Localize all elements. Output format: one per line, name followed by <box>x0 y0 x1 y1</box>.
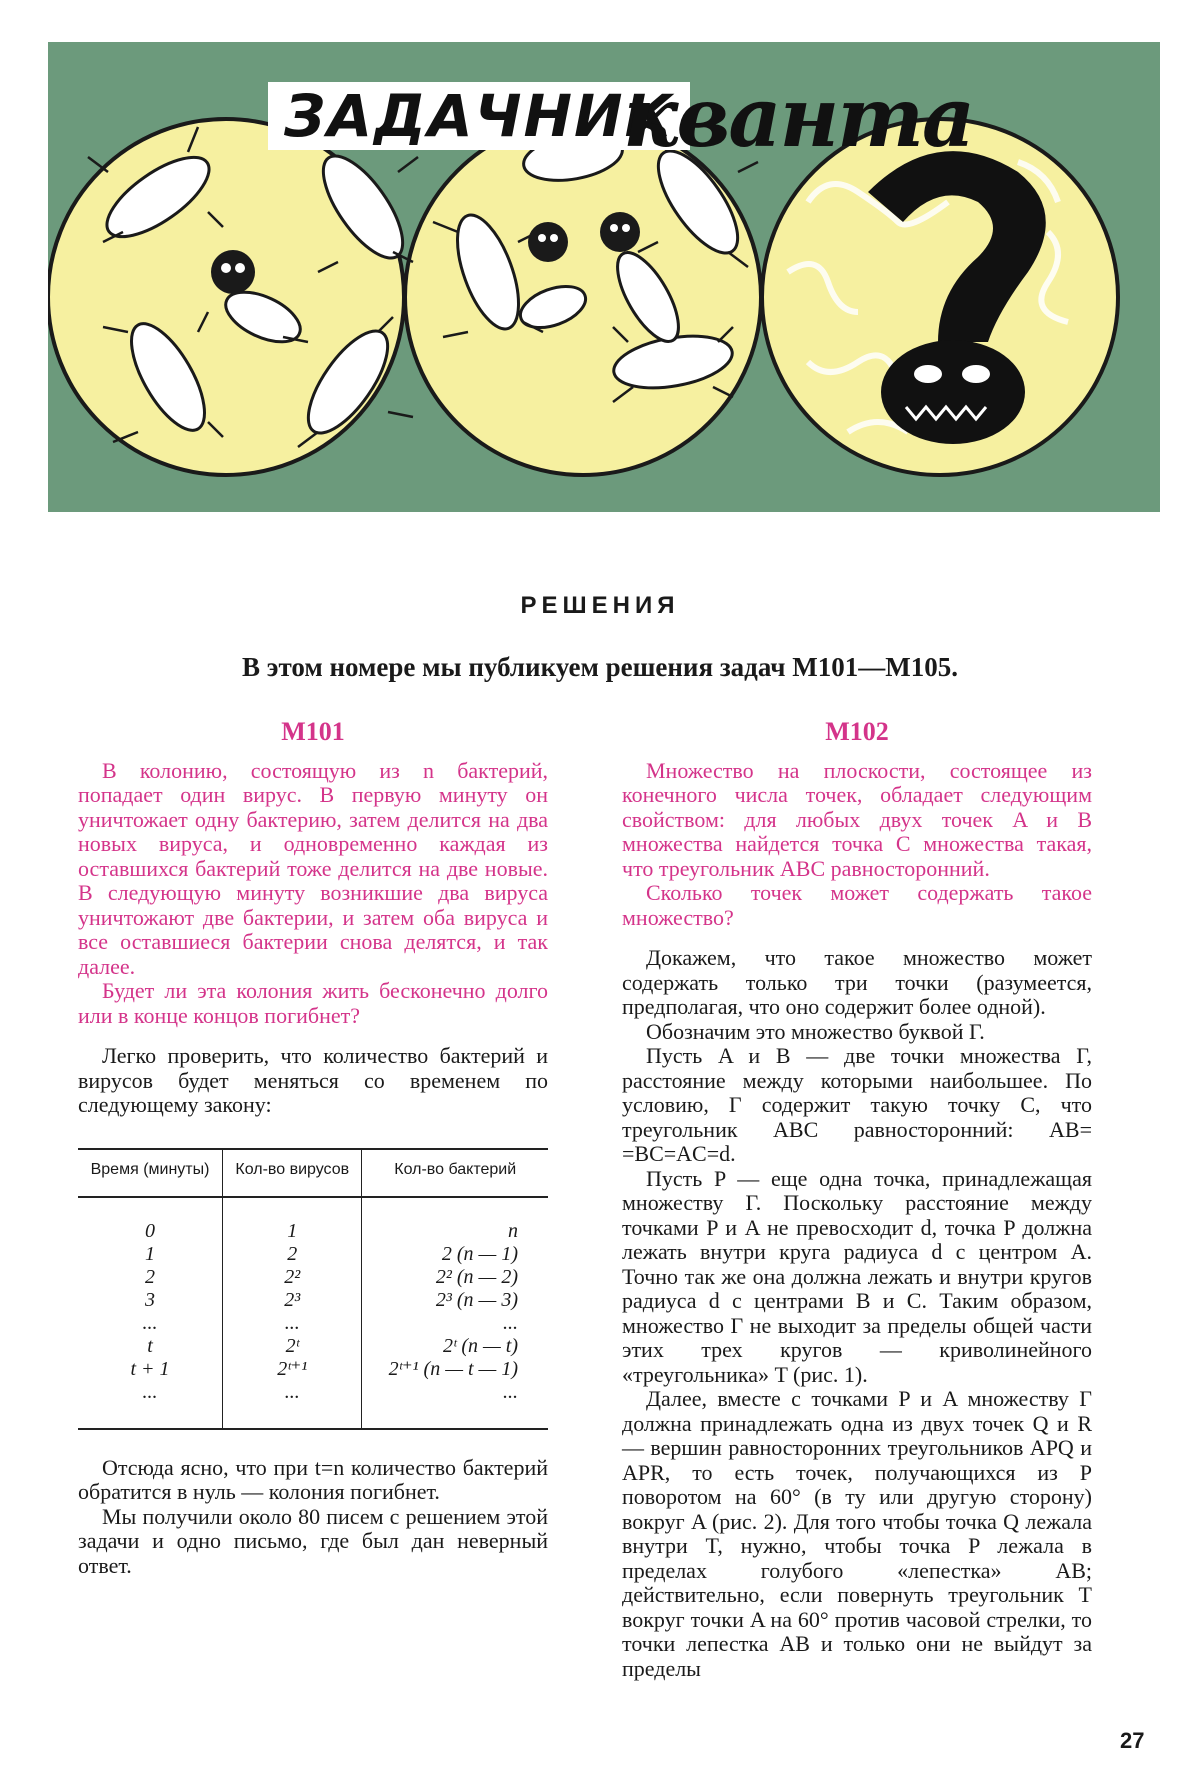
table-cell: 2³ <box>223 1289 362 1312</box>
table-cell: 2 <box>145 1265 156 1288</box>
table-cell: 2ᵗ <box>223 1335 362 1358</box>
m101-heading: М101 <box>281 717 345 746</box>
m101-solution <box>78 1044 548 1118</box>
table-cell: 2³ (n — 3) <box>362 1289 548 1312</box>
table-cell: 1 <box>145 1242 156 1265</box>
m102-solution-paragraph: Пусть P — еще одна точка, принадлежащая множеству Г. Поскольку расстояние между точками P и A не превосходит d, точка P должна лежать внутри круга радиуса d с центром A. Точно так же она должна лежать и внутри кругов радиуса d с центрами B и C. Таким образом, множество Г не выходит за пределы общей части этих трех кругов — криволинейного «треугольника» T (рис. 1). <box>622 1165 1092 1387</box>
table-cell: 0 <box>145 1219 156 1242</box>
m102-solution-paragraph: Далее, вместе с точками P и A множеству Г должна принадлежать одна из двух точек Q и R — вершин равносторонних треугольников APQ и APR, то есть точек, получающихся из P поворотом на 60° (в ту или другую сторону) вокруг A (рис. 2). Для того чтобы точка Q лежала внутри T, нужно, чтобы точка P лежала в пределах голубого «лепестка» AB; действительно, если повернуть треугольник T вокруг точки A на 60° против часовой стрелки, то точки лепестка AB и только они не выйдут за пределы <box>622 1386 1092 1681</box>
m101-problem-paragraph: В колонию, состоящую из n бактерий, попадает один вирус. В первую минуту он уничтожает одну бактерию, затем делится на два новых вируса, и одновременно каждая из оставшихся бактерий тоже делится на две новые. В следующую минуту возникшие два вируса уничтожают две бактерии, и затем оба вируса и все оставшиеся бактерии снова делятся, и так далее. <box>78 757 548 979</box>
m102-heading: М102 <box>825 717 889 746</box>
title-right: кванта <box>623 70 974 166</box>
m102-solution-paragraph: Обозначим это множество буквой Г. <box>646 1018 985 1044</box>
table-cell: ... <box>78 1381 223 1429</box>
section-title: РЕШЕНИЯ <box>520 592 680 619</box>
table-cell: 3 <box>145 1288 156 1311</box>
m101-conclusion-block <box>78 1456 548 1579</box>
table-cell: 2² (n — 2) <box>362 1266 548 1289</box>
header-illustration <box>48 42 1160 512</box>
magazine-section-title <box>198 60 998 200</box>
table-row <box>78 1358 548 1381</box>
table-cell: t + 1 <box>130 1357 170 1380</box>
table-row <box>78 1289 548 1312</box>
table-row <box>78 1243 548 1266</box>
table-cell: n <box>362 1197 548 1243</box>
table-cell: ... <box>362 1312 548 1335</box>
intro-line: В этом номере мы публикуем решения задач М101—М105. <box>242 652 958 682</box>
table-cell: t <box>147 1334 153 1357</box>
table-row <box>78 1312 548 1335</box>
table-cell: ... <box>223 1312 362 1335</box>
m102-problem-paragraph: Множество на плоскости, состоящее из конечного числа точек, обладает следующим свойством: для любых двух точек A и B множества найдется точка C множества такая, что треугольник ABC равносторонний. <box>622 757 1092 881</box>
table-cell: 2ᵗ⁺¹ <box>223 1358 362 1381</box>
title-left: ЗАДАЧНИК <box>268 82 690 150</box>
m101-conclusion: Отсюда ясно, что при t=n количество бактерий обратится в нуль — колония погибнет. <box>78 1454 548 1504</box>
column-m101 <box>78 717 548 1578</box>
table-cell: 2ᵗ⁺¹ (n — t — 1) <box>362 1358 548 1381</box>
table-header-viruses: Кол-во вирусов <box>223 1149 362 1197</box>
table-row <box>78 1266 548 1289</box>
table-header-bacteria: Кол-во бактерий <box>362 1149 548 1197</box>
m101-solution-intro: Легко проверить, что количество бактерий и вирусов будет меняться со временем по следующему закону: <box>78 1043 548 1117</box>
m101-letters-note: Мы получили около 80 писем с решением этой задачи и одно письмо, где был дан неверный ответ. <box>78 1503 548 1578</box>
m102-solution <box>622 946 1092 1681</box>
m102-solution-paragraph: Пусть A и B — две точки множества Г, расстояние между которыми наибольшее. По условию, Г содержит такую точку C, что треугольник ABC равносторонний: AB= =BC=AC=d. <box>622 1043 1092 1166</box>
table-cell: 2 (n — 1) <box>362 1243 548 1266</box>
m102-problem-question: Сколько точек может содержать такое множество? <box>622 880 1092 930</box>
table-cell: 2 <box>223 1243 362 1266</box>
table-row <box>78 1381 548 1429</box>
table-cell: ... <box>362 1381 548 1429</box>
table-row <box>78 1197 548 1243</box>
m102-problem <box>622 759 1092 931</box>
table-cell: 2ᵗ (n — t) <box>362 1335 548 1358</box>
m101-problem <box>78 759 548 1029</box>
m101-problem-question: Будет ли эта колония жить бесконечно долго или в конце концов погибнет? <box>78 978 548 1028</box>
table-row <box>78 1335 548 1358</box>
page-number: 27 <box>1120 1728 1145 1753</box>
table-cell: ... <box>223 1381 362 1429</box>
table-cell: ... <box>142 1311 158 1334</box>
table-cell: 2² <box>223 1266 362 1289</box>
m102-solution-paragraph: Докажем, что такое множество может содержать только три точки (разумеется, предполагая, что оно содержит более одной). <box>622 945 1092 1019</box>
table-cell: 1 <box>223 1197 362 1243</box>
m101-table <box>78 1148 548 1430</box>
table-header-time: Время (минуты) <box>78 1149 223 1197</box>
column-m102 <box>622 717 1092 1681</box>
